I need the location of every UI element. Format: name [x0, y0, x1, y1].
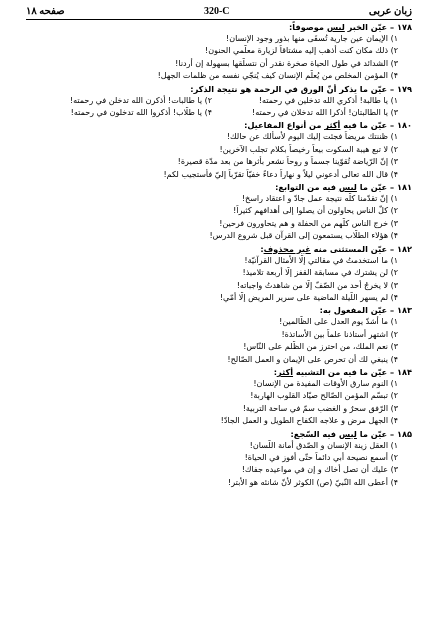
answer-option: ۳) خرج الناس كلّهم من الحفلة و هم يتحاورون فرحين! [219, 218, 398, 228]
answer-option: ۲) ذلك مكان كنت أذهب إليه مشتاقاً لزيارة معلّمي الحنون! [204, 46, 398, 56]
answer-option: ۱) ما أشدّ يوم العدل على الظّالمين! [279, 317, 398, 327]
answer-option: ۳) يا الطالبتان! أذكرا الله تدخلان في رحمته! [251, 108, 398, 118]
answer-option: ۲) كلّ الناس يحاولون أن يصلوا إلى أهدافهم كثيراً! [233, 206, 398, 216]
answer-option: ۱) الإيمان عين جارية تُسقَى منها بذور وجود الإنسان! [226, 34, 398, 43]
answer-option: ۲) يا طالبات! أذكرن الله تدخلن في رحمته! [69, 95, 212, 105]
answer-option: ۳) الشدائد في طول الحياة صخرة نقدر أن نتسلّقها بسهولة إن أردنا! [175, 58, 398, 68]
answer-option: ۳) إنّ الرّياضة تُقوّينا جسماً و روحاً نشعر بأثرها من بعد مدّة قصيرة! [177, 157, 398, 167]
page-number-label: صفحه ۱۸ [26, 5, 65, 17]
answer-option: ۴) لم يسهر اللّيلة الماضية على سرير المريض إلّا أمّي! [219, 292, 398, 302]
answer-option: ۳) نعم الملك، من احترز من الظّلم على النّاس! [243, 342, 398, 352]
answer-option: ۱) يا طالبة! أذكري الله تدخلين في رحمته! [258, 95, 398, 105]
question-stem: ۱۸۰ –عيّن ما فيه أكثر من أنواع المفاعيل: [244, 120, 412, 131]
question-stem: ۱۸۵ –عيّن ما لیس فيه السّجع: [290, 428, 412, 439]
answer-option: ۲) لا تبع هيبة السكوت بيعاً رخيصاً بكلام تجلب الآخرين! [219, 144, 398, 154]
question-stem: ۱۸۱ –عيّن ما لیس فيه من التوابع: [275, 182, 412, 193]
answer-option: ۴) المؤمن المخلص من يُعلّم الإنسان كيف يُنجّي نفسه من ظلمات الجهل! [157, 71, 398, 81]
exam-code: 320-C [203, 5, 230, 17]
answer-option: ۱) ظننتك مريضاً فجئت إليك اليوم لأسألك عن حالك! [226, 132, 398, 142]
questions-list [26, 21, 412, 489]
answer-option: ۱) إنّ تقدّمنا كلّه نتيجة عمل جادّ و اعتقاد راسخ! [241, 194, 398, 204]
answer-option: ۴) الجهل مرض و علاجه الكفاح الطويل و العمل الجادّ! [220, 416, 398, 426]
page-header [26, 4, 412, 18]
answer-option: ۲) لن يشترك في مسابقة القفز إلّا أربعة تلاميذ! [242, 268, 398, 278]
answer-option: ۳) عليك أن تصل أخاك و إن في مواعيده جفاك! [241, 465, 398, 475]
answer-option: ۳) لا يخرجُ أحد من الصّفّ إلّا من شاهدتُ واجباته! [236, 280, 398, 290]
answer-option: ۴) ينبغي لك أن تحرص على الإيمان و العمل الصّالح! [227, 354, 398, 364]
header-rule [26, 19, 412, 20]
answer-option: ۱) ما استخدمتُ في مقالتي إلّا الأمثال القرآنيّة! [244, 255, 398, 265]
question-stem: ۱۸۳ –عيّن المفعول به: [319, 305, 412, 316]
answer-option: ۴) هؤلاء الطلّاب يستمعون إلى القرآن قبل شروع الدرس! [209, 231, 398, 241]
question-stem: ۱۸۴ –عيّن ما فيه من التشبيه أكثر: [273, 366, 412, 377]
answer-option-row [26, 107, 412, 119]
answer-option: ۴) أعطى الله النّبيّ (ص) الكوثر لأنّ شانئه هو الأبتر! [228, 477, 398, 487]
subject-title: زبان عربی [368, 5, 412, 17]
answer-option: ۲) اشتهر أستاذنا علماً بين الأساتذة! [281, 329, 398, 339]
answer-option-row [26, 95, 412, 107]
answer-option: ۱) العقل زينة الإنسان و الصّدق أمانة اللّسان! [249, 440, 398, 450]
answer-option: ۲) أسمع نصيحة أبي دائماً حتّى أفوز في الحياة! [244, 452, 398, 462]
answer-option: ۲) تبسّم المؤمن الصّالح صيّاد القلوب الهاربة! [250, 391, 398, 401]
answer-option: ۳) الرّفق سحرٌ و الغضب سمّ في ساحة التربية! [242, 403, 398, 413]
answer-option: ۱) النوم سارق الأوقات المفيدة من الإنسان! [253, 378, 398, 388]
answer-option: ۴) قال الله تعالى أدعوني ليلاً و نهاراً دعاءً خفيّاً تقرّباً إليّ فأستجيب لكم! [163, 169, 398, 179]
question-stem: ۱۸۲ –عيّن المستثنى منه غیر محذوف: [260, 243, 412, 254]
question-stem: ۱۷۹ –عيّن ما يذكر أنّ الورق في الرحمة هو نتيجة الذكر: [190, 83, 412, 94]
answer-option: ۴) يا طلّاب! أذكروا الله تدخلون في رحمته! [70, 108, 212, 118]
question-stem: ۱۷۸ –عيّن الخبر لیس موصوفاً: [289, 22, 412, 32]
